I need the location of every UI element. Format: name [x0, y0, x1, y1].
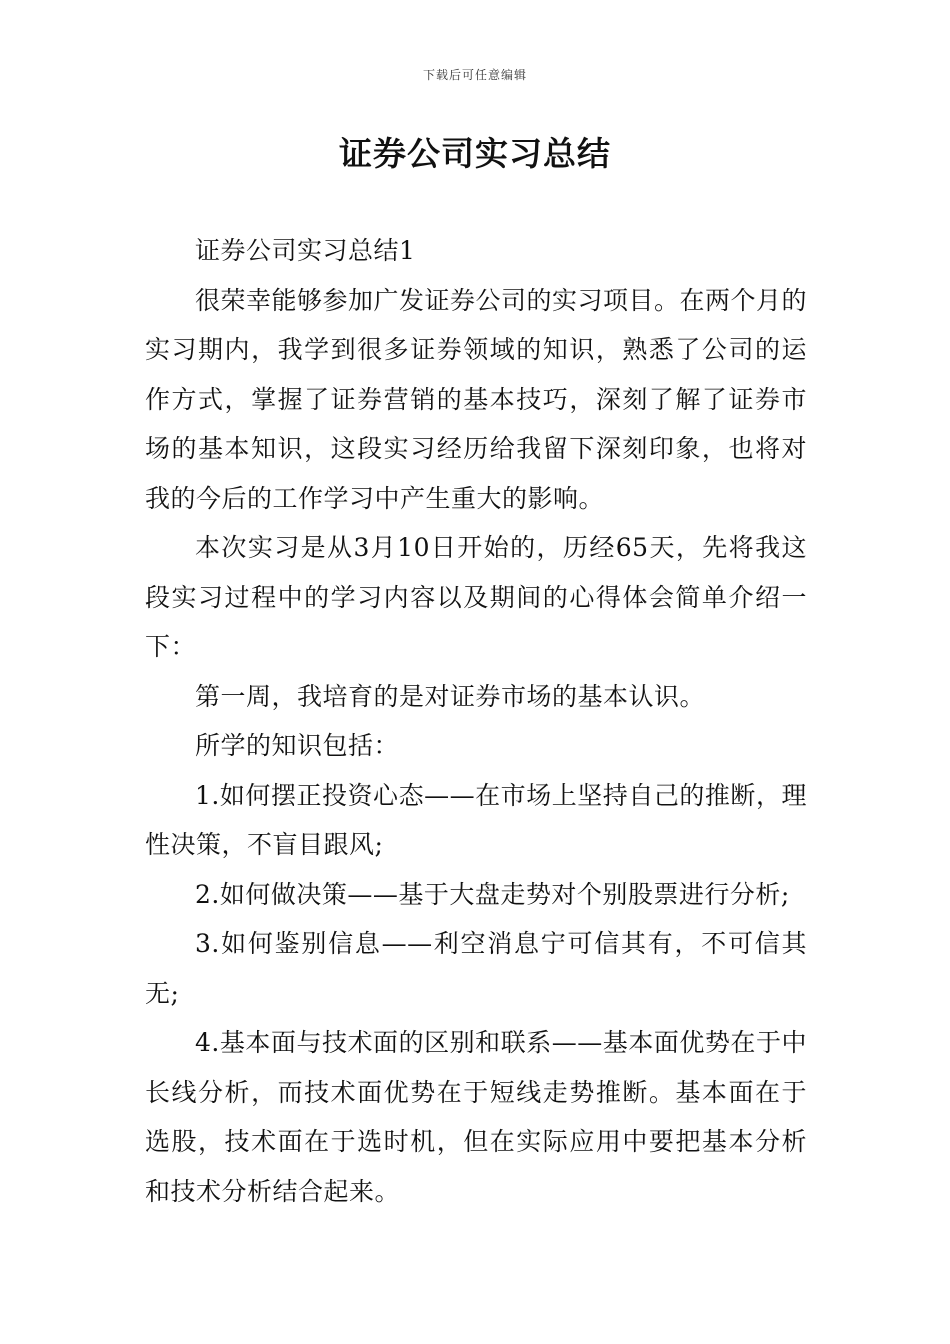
list-item-1: 1.如何摆正投资心态——在市场上坚持自己的推断，理性决策，不盲目跟风;: [145, 780, 807, 859]
paragraph-timeline: 本次实习是从3月10日开始的，历经65天，先将我这段实习过程中的学习内容以及期间的心得体会简单介绍一下：: [145, 533, 807, 661]
document-title: 证券公司实习总结: [339, 134, 611, 173]
header-note: 下载后可任意编辑: [422, 68, 527, 82]
list-item-3: 3.如何鉴别信息——利空消息宁可信其有，不可信其无;: [145, 929, 807, 1008]
section-heading: 证券公司实习总结1: [195, 236, 416, 265]
document-body: [145, 226, 807, 1216]
list-item-4: 4.基本面与技术面的区别和联系——基本面优势在于中长线分析，而技术面优势在于短线走势推断。基本面在于选股，技术面在于选时机，但在实际应用中要把基本分析和技术分析结合起来。: [145, 1028, 807, 1206]
paragraph-intro: 很荣幸能够参加广发证券公司的实习项目。在两个月的实习期内，我学到很多证券领域的知识，熟悉了公司的运作方式，掌握了证券营销的基本技巧，深刻了解了证券市场的基本知识，这段实习经历给我留下深刻印象，也将对我的今后的工作学习中产生重大的影响。: [145, 285, 808, 513]
paragraph-knowledge-intro: 所学的知识包括：: [195, 731, 400, 760]
list-item-2: 2.如何做决策——基于大盘走势对个别股票进行分析;: [195, 879, 790, 909]
paragraph-week-one: 第一周，我培育的是对证券市场的基本认识。: [195, 681, 706, 711]
